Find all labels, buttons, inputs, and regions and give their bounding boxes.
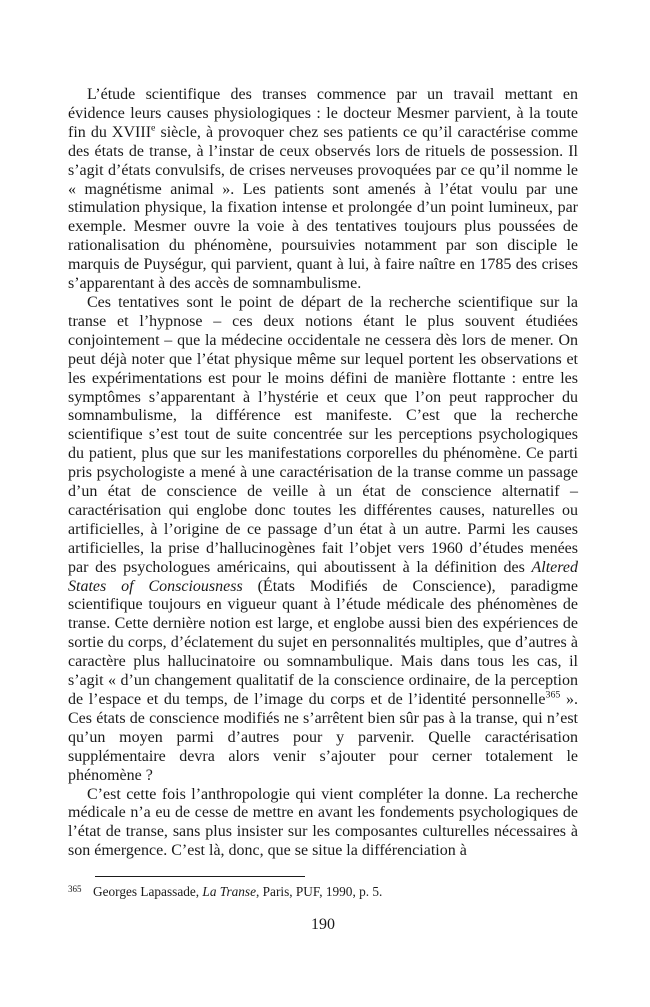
ordinal-superscript: e	[151, 122, 156, 134]
text-segment: siècle, à provoquer chez ses patients ce qu’il caractérise comme des états de transe, à l’instar de ceux observés lors de rituels de possession. Il s’agit d’états convulsifs, de crises nerveuses provoquées par ce qu’il nomme le « magnétisme animal ». Les patients sont amenés à l’état voulu par une stimulation physique, la fixation intense et prolongée d’un point lumineux, par exemple. Mesmer ouvre la voie à des tentatives toujours plus poussées de rationalisation du phénomène, poursuivies notamment par son disciple le marquis de Puységur, qui parvient, quant à lui, à faire naître en 1785 des crises s’apparentant à des accès de somnambulisme.	[68, 123, 578, 293]
footnote-text	[93, 884, 382, 899]
text-segment: Ces tentatives sont le point de départ de la recherche scientifique sur la transe et l’hypnose – ces deux notions étant le plus souvent étudiées conjointement – que la médecine occidentale ne cessera dès lors de mener. On peut déjà noter que l’état physique même sur lequel portent les observations et les expérimentations est pour le moins défini de manière flottante : entre les symptômes s’apparentant à l’hystérie et ceux que l’on peut rapprocher du somnambulisme, la différence est manifeste. C’est que la recherche scientifique s’est tout de suite concentrée sur les perceptions psychologiques du patient, plus que sur les manifestations corporelles du phénomène. Ce parti pris psychologiste a mené à une caractérisation de la transe comme un passage d’un état de conscience de veille à un état de conscience alternatif – caractérisation qui englobe donc toutes les différentes causes, naturelles ou artificielles, à l’origine de ce passage d’un état à un autre. Parmi les causes artificielles, la prise d’hallucinogènes fait l’objet vers 1960 d’études menées par des psychologues américains, qui aboutissent à la définition des	[68, 293, 578, 576]
paragraph-3	[68, 786, 578, 862]
page-number: 190	[311, 916, 335, 933]
text-segment: L’étude scientifique des transes commence par un travail mettant en évidence leurs causes physiologiques : le docteur Mesmer parvient, à la toute fin du XVIII	[68, 86, 578, 141]
footnote-marker: 365	[68, 884, 82, 894]
text-segment: C’est cette fois l’anthropologie qui vient compléter la donne. La recherche médicale n’a eu de cesse de mettre en avant les fondements psychologiques de l’état de transe, sans plus insister sur les composantes culturelles nécessaires à son émergence. C’est là, donc, que se situe la différenciation à	[68, 785, 578, 860]
footnote-area	[68, 876, 578, 901]
italic-title: Altered States of Consciousness	[68, 558, 578, 595]
footnote	[68, 884, 578, 901]
italic-title: La Transe	[202, 884, 256, 899]
text-segment: , Paris, PUF, 1990, p. 5.	[256, 884, 383, 899]
footnote-separator-rule	[95, 876, 305, 877]
footnote-ref: 365	[545, 689, 561, 701]
paragraph-1	[68, 86, 578, 294]
page-body	[68, 86, 578, 861]
text-segment: ». Ces états de conscience modifiés ne s’arrêtent bien sûr pas à la transe, qui n’est qu’un moyen parmi d’autres pour y parvenir. Quelle caractérisation supplémentaire devra alors venir s’ajouter pour cerner totalement le phénomène ?	[68, 691, 578, 784]
paragraph-2	[68, 294, 578, 786]
text-segment: Georges Lapassade,	[93, 884, 203, 899]
text-segment: (États Modifiés de Conscience), paradigme scientifique toujours en vigueur quant à l’étude médicale des phénomènes de transe. Cette dernière notion est large, et englobe aussi bien des expériences de sortie du corps, d’éclatement du sujet en personnalités multiples, que d’autres à caractère plus hallucinatoire ou somnambulique. Mais dans tous les cas, il s’agit « d’un changement qualitatif de la conscience ordinaire, de la perception de l’espace et du temps, de l’image du corps et de l’identité personnelle	[68, 577, 579, 708]
